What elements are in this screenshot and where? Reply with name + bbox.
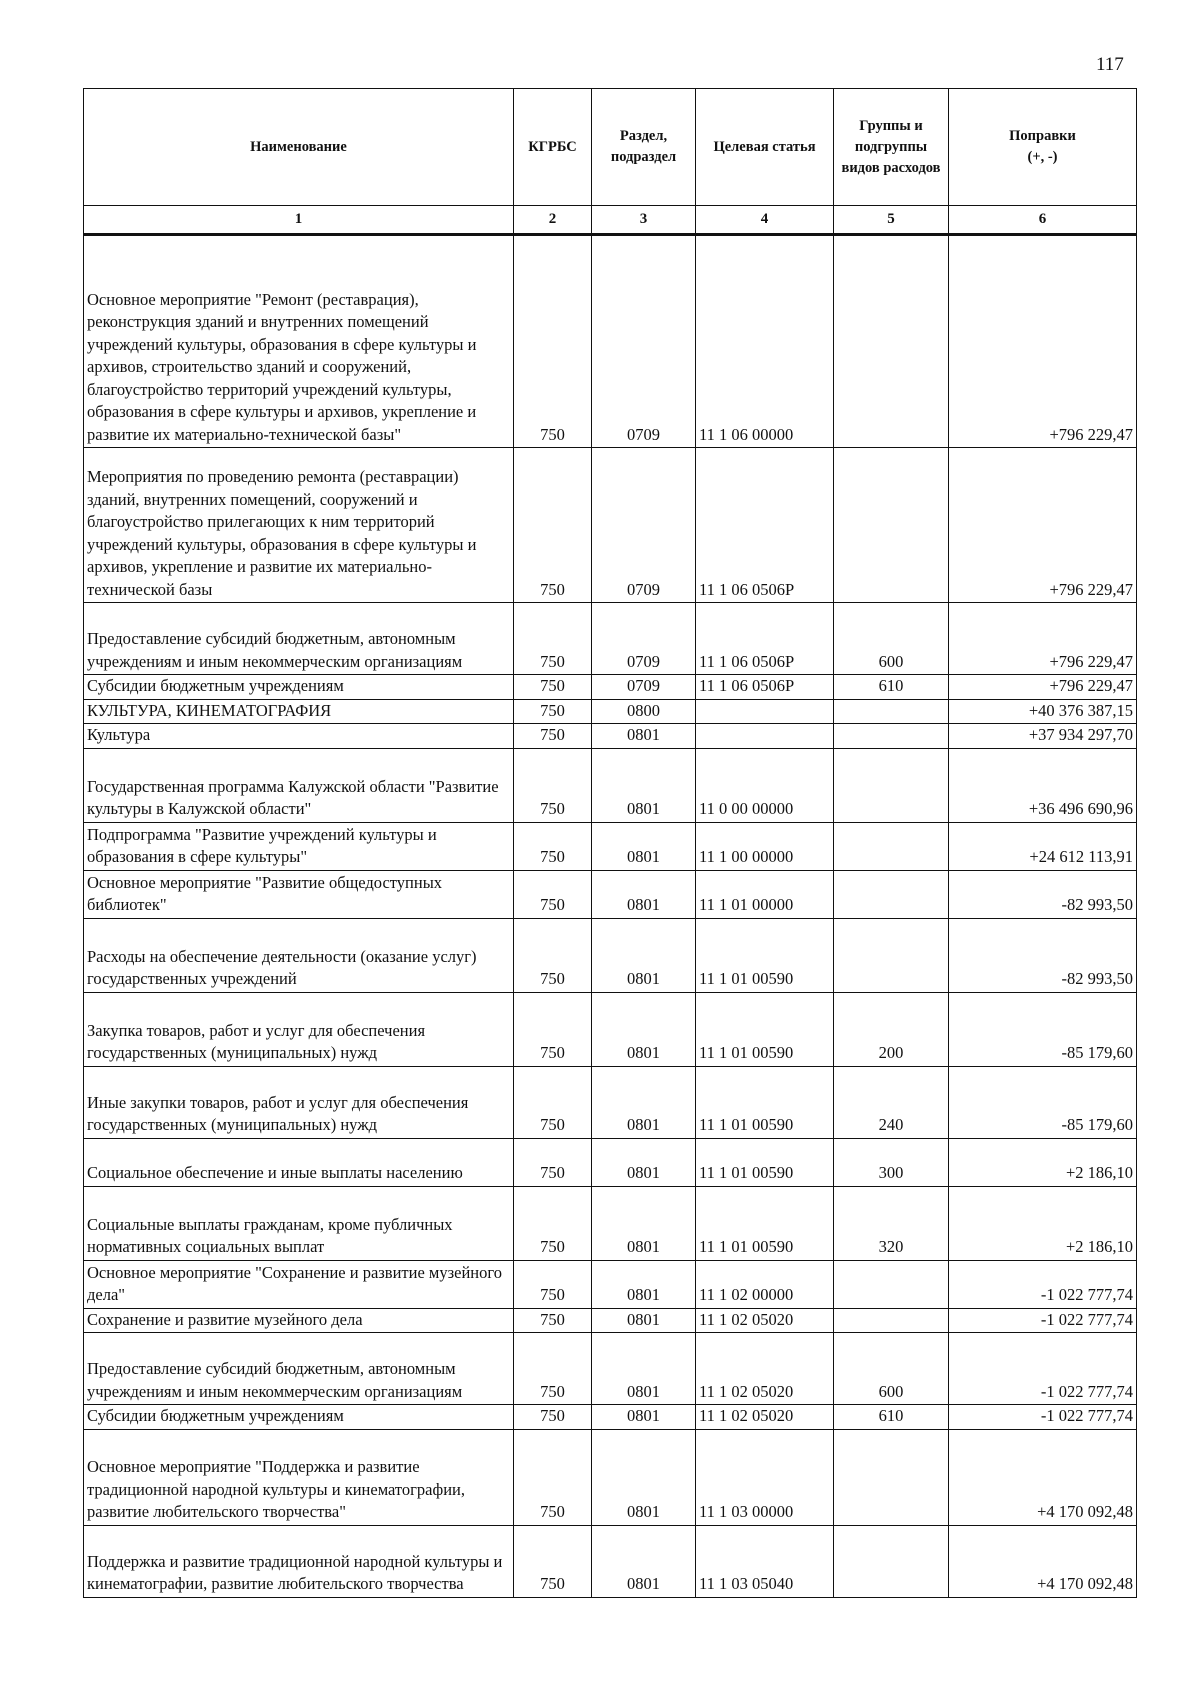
table-row <box>84 992 1137 1066</box>
table-row <box>84 1525 1137 1597</box>
table-row <box>84 1138 1137 1186</box>
row-section: 0801 <box>592 748 696 822</box>
row-name: Государственная программа Калужской области "Развитие культуры в Калужской области" <box>84 748 514 822</box>
table-row <box>84 1333 1137 1405</box>
row-group <box>834 699 949 724</box>
row-group <box>834 1260 949 1308</box>
column-number: 6 <box>949 206 1137 235</box>
page-number: 117 <box>1096 54 1124 75</box>
row-amount: +796 229,47 <box>949 448 1137 603</box>
row-amount: -1 022 777,74 <box>949 1260 1137 1308</box>
row-group: 610 <box>834 675 949 700</box>
row-target: 11 1 02 00000 <box>696 1260 834 1308</box>
row-amount: +796 229,47 <box>949 603 1137 675</box>
row-target: 11 1 02 05020 <box>696 1308 834 1333</box>
table-row <box>84 699 1137 724</box>
row-section: 0801 <box>592 1308 696 1333</box>
row-name: Субсидии бюджетным учреждениям <box>84 1405 514 1430</box>
row-amount: +2 186,10 <box>949 1138 1137 1186</box>
row-kgrbs: 750 <box>514 1429 592 1525</box>
row-amount: -85 179,60 <box>949 1066 1137 1138</box>
row-kgrbs: 750 <box>514 1260 592 1308</box>
table-row <box>84 675 1137 700</box>
row-section: 0800 <box>592 699 696 724</box>
row-amount: +796 229,47 <box>949 235 1137 448</box>
row-section: 0801 <box>592 870 696 918</box>
row-group: 300 <box>834 1138 949 1186</box>
row-kgrbs: 750 <box>514 235 592 448</box>
row-name: Мероприятия по проведению ремонта (реставрации) зданий, внутренних помещений, сооружений и благоустройство прилегающих к ним территорий учреждений культуры, образования в сфере культуры и архивов, укрепление и развитие их материально-технической базы <box>84 448 514 603</box>
row-target: 11 1 01 00590 <box>696 1138 834 1186</box>
row-group <box>834 822 949 870</box>
row-section: 0801 <box>592 724 696 749</box>
row-name: Подпрограмма "Развитие учреждений культуры и образования в сфере культуры" <box>84 822 514 870</box>
header-target: Целевая статья <box>696 89 834 206</box>
row-target <box>696 724 834 749</box>
row-kgrbs: 750 <box>514 992 592 1066</box>
table-row <box>84 1186 1137 1260</box>
row-amount: +37 934 297,70 <box>949 724 1137 749</box>
row-kgrbs: 750 <box>514 748 592 822</box>
row-name: Предоставление субсидий бюджетным, автономным учреждениям и иным некоммерческим организациям <box>84 1333 514 1405</box>
row-target: 11 1 02 05020 <box>696 1405 834 1430</box>
row-section: 0801 <box>592 1260 696 1308</box>
row-name: Основное мероприятие "Поддержка и развитие традиционной народной культуры и кинематографии, развитие любительского творчества" <box>84 1429 514 1525</box>
row-group <box>834 870 949 918</box>
header-amendments <box>949 89 1137 206</box>
row-kgrbs: 750 <box>514 448 592 603</box>
row-amount: -82 993,50 <box>949 870 1137 918</box>
row-amount: -82 993,50 <box>949 918 1137 992</box>
row-kgrbs: 750 <box>514 675 592 700</box>
row-target: 11 1 01 00590 <box>696 918 834 992</box>
row-name: Социальные выплаты гражданам, кроме публичных нормативных социальных выплат <box>84 1186 514 1260</box>
header-groups: Группы и подгруппы видов расходов <box>834 89 949 206</box>
row-target: 11 1 06 0506Р <box>696 675 834 700</box>
row-amount: +24 612 113,91 <box>949 822 1137 870</box>
row-amount: +36 496 690,96 <box>949 748 1137 822</box>
row-group <box>834 1308 949 1333</box>
row-group: 600 <box>834 1333 949 1405</box>
row-section: 0801 <box>592 1186 696 1260</box>
row-target: 11 1 06 0506Р <box>696 603 834 675</box>
row-kgrbs: 750 <box>514 699 592 724</box>
row-target: 11 1 01 00590 <box>696 1186 834 1260</box>
row-amount: +4 170 092,48 <box>949 1429 1137 1525</box>
header-kgrbs: КГРБС <box>514 89 592 206</box>
row-group: 610 <box>834 1405 949 1430</box>
row-target: 11 1 02 05020 <box>696 1333 834 1405</box>
row-kgrbs: 750 <box>514 870 592 918</box>
row-group: 600 <box>834 603 949 675</box>
row-group <box>834 235 949 448</box>
column-number: 4 <box>696 206 834 235</box>
row-section: 0801 <box>592 1138 696 1186</box>
table-row <box>84 235 1137 448</box>
row-section: 0801 <box>592 1066 696 1138</box>
row-name: Основное мероприятие "Развитие общедоступных библиотек" <box>84 870 514 918</box>
column-number: 1 <box>84 206 514 235</box>
table-row <box>84 1308 1137 1333</box>
table-row <box>84 1405 1137 1430</box>
row-kgrbs: 750 <box>514 1308 592 1333</box>
row-kgrbs: 750 <box>514 724 592 749</box>
row-amount: -85 179,60 <box>949 992 1137 1066</box>
table-row <box>84 448 1137 603</box>
table-row <box>84 748 1137 822</box>
row-target: 11 1 03 05040 <box>696 1525 834 1597</box>
row-group <box>834 1525 949 1597</box>
row-section: 0709 <box>592 603 696 675</box>
row-group <box>834 1429 949 1525</box>
row-kgrbs: 750 <box>514 918 592 992</box>
column-number-row <box>84 206 1137 235</box>
row-name: Поддержка и развитие традиционной народной культуры и кинематографии, развитие любительского творчества <box>84 1525 514 1597</box>
row-name: Закупка товаров, работ и услуг для обеспечения государственных (муниципальных) нужд <box>84 992 514 1066</box>
row-amount: -1 022 777,74 <box>949 1333 1137 1405</box>
row-section: 0801 <box>592 918 696 992</box>
row-section: 0801 <box>592 1333 696 1405</box>
row-section: 0801 <box>592 1429 696 1525</box>
row-name: КУЛЬТУРА, КИНЕМАТОГРАФИЯ <box>84 699 514 724</box>
table-row <box>84 724 1137 749</box>
column-number: 5 <box>834 206 949 235</box>
row-name: Основное мероприятие "Ремонт (реставрация), реконструкция зданий и внутренних помещений учреждений культуры, образования в сфере культуры и архивов, строительство зданий и сооружений, благоустройство территорий учреждений культуры, образования в сфере культуры и архивов, укрепление и развитие их материально-технической базы" <box>84 235 514 448</box>
row-group: 320 <box>834 1186 949 1260</box>
row-name: Сохранение и развитие музейного дела <box>84 1308 514 1333</box>
row-section: 0709 <box>592 235 696 448</box>
header-amendments-sign: (+, -) <box>1027 149 1058 165</box>
row-amount: -1 022 777,74 <box>949 1405 1137 1430</box>
row-section: 0801 <box>592 822 696 870</box>
table-row <box>84 1429 1137 1525</box>
column-number: 3 <box>592 206 696 235</box>
row-target <box>696 699 834 724</box>
row-section: 0801 <box>592 1525 696 1597</box>
header-row <box>84 89 1137 206</box>
row-name: Иные закупки товаров, работ и услуг для обеспечения государственных (муниципальных) нужд <box>84 1066 514 1138</box>
row-group: 200 <box>834 992 949 1066</box>
table-row <box>84 870 1137 918</box>
table-row <box>84 1066 1137 1138</box>
row-kgrbs: 750 <box>514 1525 592 1597</box>
row-target: 11 1 06 0506Р <box>696 448 834 603</box>
row-kgrbs: 750 <box>514 1138 592 1186</box>
row-group <box>834 448 949 603</box>
header-name: Наименование <box>84 89 514 206</box>
column-number: 2 <box>514 206 592 235</box>
row-kgrbs: 750 <box>514 603 592 675</box>
row-name: Субсидии бюджетным учреждениям <box>84 675 514 700</box>
table-row <box>84 918 1137 992</box>
row-group: 240 <box>834 1066 949 1138</box>
row-amount: -1 022 777,74 <box>949 1308 1137 1333</box>
header-section: Раздел, подраздел <box>592 89 696 206</box>
row-group <box>834 748 949 822</box>
row-name: Основное мероприятие "Сохранение и развитие музейного дела" <box>84 1260 514 1308</box>
row-group <box>834 918 949 992</box>
row-amount: +40 376 387,15 <box>949 699 1137 724</box>
table-row <box>84 1260 1137 1308</box>
row-amount: +2 186,10 <box>949 1186 1137 1260</box>
row-target: 11 1 03 00000 <box>696 1429 834 1525</box>
table-row <box>84 603 1137 675</box>
row-kgrbs: 750 <box>514 1333 592 1405</box>
table-row <box>84 822 1137 870</box>
row-name: Культура <box>84 724 514 749</box>
row-section: 0801 <box>592 992 696 1066</box>
row-section: 0709 <box>592 448 696 603</box>
row-name: Расходы на обеспечение деятельности (оказание услуг) государственных учреждений <box>84 918 514 992</box>
row-target: 11 1 06 00000 <box>696 235 834 448</box>
row-amount: +796 229,47 <box>949 675 1137 700</box>
row-kgrbs: 750 <box>514 1066 592 1138</box>
row-section: 0801 <box>592 1405 696 1430</box>
row-group <box>834 724 949 749</box>
row-kgrbs: 750 <box>514 822 592 870</box>
row-target: 11 0 00 00000 <box>696 748 834 822</box>
row-section: 0709 <box>592 675 696 700</box>
row-kgrbs: 750 <box>514 1405 592 1430</box>
row-amount: +4 170 092,48 <box>949 1525 1137 1597</box>
budget-table <box>83 88 1137 1598</box>
row-target: 11 1 01 00000 <box>696 870 834 918</box>
row-target: 11 1 00 00000 <box>696 822 834 870</box>
row-kgrbs: 750 <box>514 1186 592 1260</box>
header-amendments-title: Поправки <box>1009 128 1076 144</box>
row-name: Предоставление субсидий бюджетным, автономным учреждениям и иным некоммерческим организациям <box>84 603 514 675</box>
row-target: 11 1 01 00590 <box>696 1066 834 1138</box>
row-target: 11 1 01 00590 <box>696 992 834 1066</box>
row-name: Социальное обеспечение и иные выплаты населению <box>84 1138 514 1186</box>
